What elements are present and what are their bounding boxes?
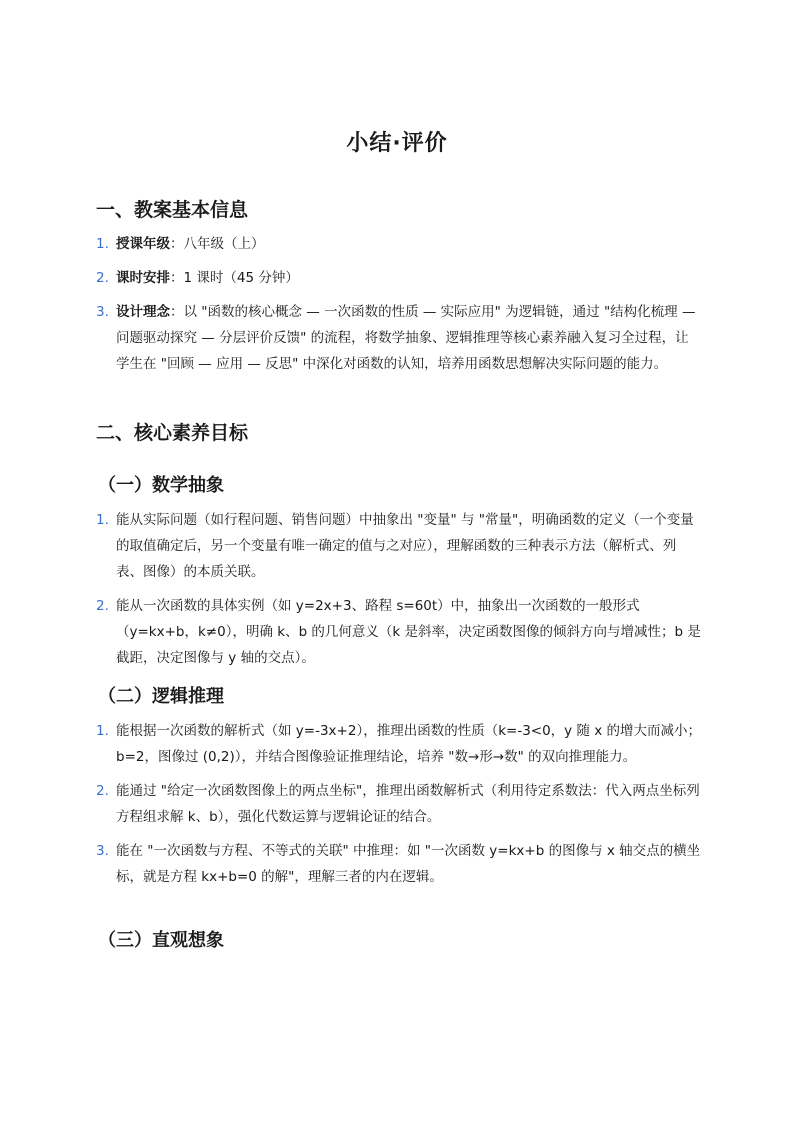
list-number: 2. — [96, 598, 109, 614]
item-label: 设计理念 — [116, 304, 170, 320]
list-number: 3. — [96, 304, 109, 320]
section-heading-core-goals: 二、核心素养目标 — [96, 422, 249, 444]
subsection-heading-abstraction: （一）数学抽象 — [98, 475, 224, 496]
list-number: 2. — [96, 270, 109, 286]
reasoning-list — [96, 718, 702, 898]
list-item — [96, 838, 702, 890]
list-number: 3. — [96, 843, 109, 859]
list-item — [96, 507, 702, 585]
item-text: ：以 "函数的核心概念 — 一次函数的性质 — 实际应用" 为逻辑链，通过 "结构化梳理 — 问题驱动探究 — 分层评价反馈" 的流程，将数学抽象、逻辑推理等核心素养融入复习全过程，让学生在 "回顾 — 应用 — 反思" 中深化对函数的认知，培养用函数思想解决实际问题的能力。 — [116, 304, 696, 372]
list-item — [96, 231, 702, 257]
item-text: ：1 课时（45 分钟） — [170, 270, 299, 286]
item-text: 能通过 "给定一次函数图像上的两点坐标"，推理出函数解析式（利用待定系数法：代入两点坐标列方程组求解 k、b），强化代数运算与逻辑论证的结合。 — [116, 783, 700, 825]
item-text: ：八年级（上） — [170, 236, 265, 252]
item-text: 能根据一次函数的解析式（如 y=-3x+2），推理出函数的性质（k=-3<0，y 随 x 的增大而减小；b=2，图像过 (0,2)），并结合图像验证推理结论，培养 "数→形→数" 的双向推理能力。 — [116, 723, 702, 765]
list-number: 1. — [96, 236, 109, 252]
list-item — [96, 265, 702, 291]
list-number: 1. — [96, 512, 109, 528]
section-heading-basic-info: 一、教案基本信息 — [96, 199, 249, 221]
page-title: 小结·评价 — [346, 131, 448, 156]
item-text: 能在 "一次函数与方程、不等式的关联" 中推理：如 "一次函数 y=kx+b 的图像与 x 轴交点的横坐标，就是方程 kx+b=0 的解"，理解三者的内在逻辑。 — [116, 843, 701, 885]
item-text: 能从实际问题（如行程问题、销售问题）中抽象出 "变量" 与 "常量"，明确函数的定义（一个变量的取值确定后，另一个变量有唯一确定的值与之对应），理解函数的三种表示方法（解析式、列表、图像）的本质关联。 — [116, 512, 694, 580]
list-item — [96, 718, 702, 770]
list-number: 2. — [96, 783, 109, 799]
list-number: 1. — [96, 723, 109, 739]
basic-info-list — [96, 231, 702, 385]
list-item — [96, 299, 702, 377]
item-label: 课时安排 — [116, 270, 170, 286]
item-label: 授课年级 — [116, 236, 170, 252]
list-item — [96, 593, 702, 671]
subsection-heading-reasoning: （二）逻辑推理 — [98, 686, 224, 707]
abstraction-list — [96, 507, 702, 679]
list-item — [96, 778, 702, 830]
item-text: 能从一次函数的具体实例（如 y=2x+3、路程 s=60t）中，抽象出一次函数的一般形式（y=kx+b，k≠0），明确 k、b 的几何意义（k 是斜率，决定函数图像的倾斜方向与增减性；b 是截距，决定图像与 y 轴的交点）。 — [116, 598, 701, 666]
subsection-heading-intuition: （三）直观想象 — [98, 930, 224, 951]
